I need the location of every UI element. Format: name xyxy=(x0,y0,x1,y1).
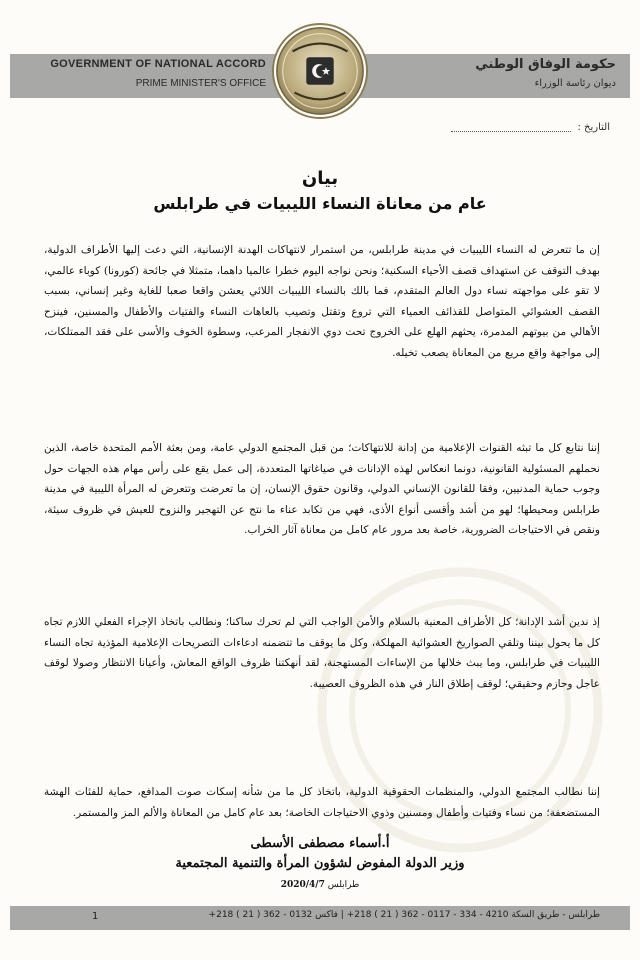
english-line-1: GOVERNMENT OF NATIONAL ACCORD xyxy=(50,58,266,70)
paragraph-text: إننا نتابع كل ما تبثه القنوات الإعلامية من إدانة للانتهاكات؛ من قبل المجتمع الدولي عامة، ومن بعثة الأمم المتحدة خاصة، الذين نحملهم المسئولية القانونية، دونما انعكاس لهذه الإدانات في صياغاتها المتعددة، إلى عمل يقع على رأس مهام هذه الجهات حول وجوب حماية المدنيين، وفقا للقانون الإنساني الدولي، وقانون حقوق الإنسان، إن ما تعرضت وتتعرض له المرأة الليبية في مدينة طرابلس ومحيطها؛ لهو من أشد وأقسى أنواع الأذى، فهي من تكابد عناء ما نتج عن التهجير والنزوح للعيش في ظروف سيئة، ونقص في الاحتياجات الضرورية، خاصة بعد مرور عام كامل من معاناة آثار الخراب. xyxy=(44,442,600,537)
page-number: 1 xyxy=(92,911,99,922)
paragraph-text: إذ ندين أشد الإدانة؛ كل الأطراف المعنية بالسلام والأمن الواجب التي لم تحرك ساكنا؛ ونطالب باتخاذ الإجراء الفعلي اللازم تجاه كل ما يحول بيننا وتلقي الصواريخ العشوائية المهلكة، وكل ما يوقف ما تتضمنه ادعاءات التصريحات الإعلامية المؤذية تجاه النساء الليبيات في طرابلس، وما يبث خلالها من الإساءات المستهجنة، لقد أنهكتنا ظروف الواقع المعاش، وأعيانا الانتظار وصولا لوقف عاجل وحازم وحقيقي؛ لوقف إطلاق النار في هذه الظروف العصيبة. xyxy=(44,616,600,690)
paragraph-text: إننا نطالب المجتمع الدولي، والمنظمات الحقوقية الدولية، باتخاذ كل ما من شأنه إسكات صوت المدافع، حماية للفئات الهشة المستضعفة؛ من نساء وفتيات وأطفال ومسنين وذوي الاحتياجات الخاصة؛ بعد عام كامل من المعاناة والألم المز والمستمر. xyxy=(44,786,600,819)
arabic-line-1: حكومة الوفاق الوطني xyxy=(475,57,616,72)
signature-place: طرابلس xyxy=(327,880,360,890)
signatory-name: أ.أسماء مصطفى الأسطى xyxy=(250,836,390,851)
government-seal-icon xyxy=(271,22,369,120)
statement-title: بيان xyxy=(301,168,339,189)
english-letterhead xyxy=(36,58,266,89)
signature-place-date xyxy=(0,880,640,890)
paragraph-text: إن ما تتعرض له النساء الليبيات في مدينة طرابلس، من استمرار لانتهاكات الهدنة الإنسانية، التي دعت إليها الأطراف الدولية، بهدف التوقف عن استهداف قصف الأحياء السكنية؛ ونحن نواجه اليوم خطرا عالميا داهما، متمثلا في جائحة (كورونا) كوباء عالمي، لا تقو على مواجهته نساء دول العالم المتقدم، فما بالك بالنساء الليبيات اللائي يعشن واقعا صعبا للغاية وغير إنساني، بسبب القصف العشوائي المتواصل للقذائف العمياء التي تروع وتقتل وتصيب بالعاهات النساء والفتيات والأطفال والمسنين، فينزح الأهالي من بيوتهم المدمرة، يحثهم الهلع على الخروج تحت دوي الانفجار المرعب، وسطوة الخوف والأسى على فقد الممتلكات، إلى مواجهة واقع مريع من المعاناة يصعب تخيله. xyxy=(44,244,601,359)
paragraph-4 xyxy=(44,782,600,823)
arabic-letterhead xyxy=(396,57,616,89)
date-label: التاريخ : xyxy=(577,122,610,133)
english-line-2: PRIME MINISTER'S OFFICE xyxy=(135,78,266,89)
signature-date: 2020/4/7 xyxy=(280,880,325,890)
paragraph-1 xyxy=(44,240,600,364)
paragraph-2 xyxy=(44,438,600,541)
statement-subtitle: عام من معاناة النساء الليبيات في طرابلس xyxy=(153,194,487,213)
signatory-role: وزير الدولة المفوض لشؤون المرأة والتنمية المجتمعية xyxy=(175,856,465,871)
date-field xyxy=(451,122,610,133)
arabic-line-2: ديوان رئاسة الوزراء xyxy=(534,78,616,89)
paragraph-3 xyxy=(44,612,600,694)
date-blank-line xyxy=(451,131,571,132)
footer-address: طرابلس - طريق السكة 4210 - 334 - 0117 - 362 ( 21 ) 218+ | فاكس 0132 - 362 ( 21 ) 218+ xyxy=(208,910,600,920)
